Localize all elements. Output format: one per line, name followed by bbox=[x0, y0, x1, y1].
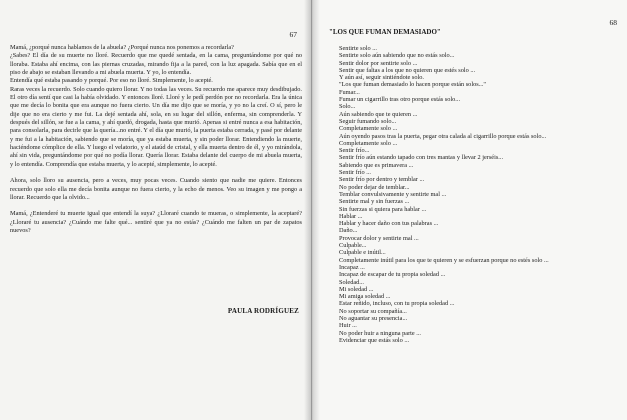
poem-lines bbox=[339, 45, 624, 344]
poem-line: Hablar y hacer daño con tus palabras ... bbox=[339, 220, 439, 228]
paragraph-1: Mamá, ¿porqué nunca hablamos de la abuela? ¿Porqué nunca nos ponemos a recordarla? bbox=[10, 44, 234, 51]
poem-line: Sin fuerzas si quiera para hablar ... bbox=[339, 205, 427, 213]
poem-line: Sentirte solo ... bbox=[339, 45, 377, 52]
poem-line: No poder huir a ninguna parte ... bbox=[339, 329, 422, 337]
poem-line: Completamente inútil para los que te quieren y se esfuerzan porque no estés solo ... bbox=[339, 256, 549, 264]
poem-line: Sentirte mal y sin fuerzas ... bbox=[339, 198, 410, 206]
poem-line: Sabiendo que es primavera ... bbox=[339, 161, 414, 169]
poem-line: Aún sabiendo que te quieren ... bbox=[339, 110, 418, 118]
poem-line: Sentir dolor por sentirte solo ... bbox=[339, 59, 418, 67]
poem-line: No poder dejar de temblar... bbox=[339, 183, 410, 191]
poem-line: Culpable e inútil... bbox=[339, 249, 386, 257]
poem-line: Fumar un cigarrillo tras otro porque estás solo... bbox=[339, 96, 461, 104]
poem-line: Mi amiga soledad ... bbox=[339, 293, 391, 301]
poem-line: Hablar ... bbox=[339, 212, 363, 220]
poem-title: "LOS QUE FUMAN DEMASIADO" bbox=[329, 28, 441, 36]
poem-line: Incapaz ... bbox=[339, 263, 365, 271]
poem-line: Provocar dolor y sentirte mal ... bbox=[339, 234, 419, 242]
poem-line: Soledad... bbox=[339, 278, 365, 286]
poem-line: Huir ... bbox=[339, 322, 357, 330]
poem-line: Fumar... bbox=[339, 88, 360, 96]
poem-line: Sentir frío por dentro y temblar ... bbox=[339, 176, 425, 184]
poem-line: "Los que fuman demasiado lo hacen porque están solos..." bbox=[339, 81, 486, 89]
paragraph-5: Ahora, solo lloro su ausencia, pero a veces, muy pocas veces. Cuando siento que nadie me quiere. Entonces recuerdo que solo ella me decía bonita aunque no fuera cierto, y la echo de menos. Veo su imagen y me pongo a llorar. Recuerdo que la olvido... bbox=[10, 177, 302, 201]
poem-line: Incapaz de escapar de tu propia soledad ... bbox=[339, 271, 446, 279]
poem-line: Sentir frío ... bbox=[339, 169, 372, 177]
poem-line: Mi soledad ... bbox=[339, 285, 374, 293]
poem-line: Culpable... bbox=[339, 242, 367, 250]
poem-line: Completamente solo ... bbox=[339, 139, 398, 147]
poem-line: Daño... bbox=[339, 227, 358, 235]
poem-line: Temblar convulsivamente y sentirte mal ... bbox=[339, 190, 447, 198]
poem-line: Completamente solo ... bbox=[339, 125, 398, 133]
poem-line: Evidenciar que estás solo ... bbox=[339, 336, 410, 344]
left-page-number: 67 bbox=[289, 30, 297, 39]
paragraph-2: ¿Sabes? El día de su muerte no lloré. Recuerdo que me quedé sentada, en la cama, preguntándome por qué no lloraba. Estaba ahí encima, con las piernas cruzadas, mirando fija a la pared, con la luz apagada. Sabía que en el piso de abajo se estaban llevando a mi abuela muerta. Y yo, lo entendía. bbox=[10, 52, 302, 77]
poem-line: No soportar su compañía... bbox=[339, 307, 407, 315]
right-page-number: 68 bbox=[609, 18, 617, 27]
paragraph-6: Mamá, ¿Entenderé tu muerte igual que entendí la suya? ¿Lloraré cuando te mueras, o simplemente, la aceptaré? ¿Lloraré tu ausencia? ¿Cuándo me falte qué... sentiré que ya no estás? ¿Cuándo me falten un par de zapatos nuevos? bbox=[10, 210, 302, 234]
paragraph-3: Entendía qué estaba pasando y porqué. Por eso no lloré. Simplemente, lo acepté. bbox=[10, 77, 213, 85]
poem-line: Solo... bbox=[339, 103, 356, 111]
poem-line: No aguantar su presencia... bbox=[339, 314, 408, 322]
right-page bbox=[312, 0, 627, 420]
poem-line: Estar reñido, incluso, con tu propia soledad ... bbox=[339, 300, 455, 308]
paragraph-4: Raras veces la recuerdo. Solo cuando quiero llorar. Y no todas las veces. Su recuerdo me aparece muy desdibujado. El otro día sentí que casi la había olvidado. Y entonces lloré. Lloré y le pedí perdón por no recordarla. Era la única que me decía lo bonita que era aunque no fuera cierto. Un día me dijo que se moría, y yo no la creí. O sí, pero le dije que no era cierto y me fui. La dejé sentada ahí, sola, en su lugar del sillón, enferma, sin comprenderla. Y después del sillón, se fue a la cama, y ahí quedó, drogada, hasta que murió. Apenas si entré nunca a esa habitación, para consolarla, para decirle que la quería...no entré. Y el día que murió, la puerta estaba cerrada, y pasé por delante y me fui a la habitación, sabiendo que se moría, que ya estaba muerta, y sin poder llorar. Entendiendo la muerte, haciéndome cómplice de ella. Y luego el velatorio, y el ataúd de cristal, y ella muerta dentro de él, y yo mirándola, ahí sin vida, preguntándome por qué no podía llorar. Quería llorar. Estaba delante del cuerpo de mi abuela muerta, y lo entendía. Comprendía que estaba muerta, y lo acepté, simplemente, lo acepté. bbox=[10, 85, 302, 168]
poem-line: Sentir que faltas a los que no quieren que estés solo ... bbox=[339, 66, 476, 74]
poem-line: Seguir fumando solo... bbox=[339, 117, 397, 125]
poem-line: Aún oyendo pasos tras la puerta, pegar otra calada al cigarrillo porque estás solo... bbox=[339, 132, 547, 140]
poem-line: Y aún así, seguir sintiéndote solo. bbox=[339, 74, 424, 82]
left-page bbox=[0, 0, 311, 420]
prose-text bbox=[10, 44, 302, 235]
poem-line: Sentir frío... bbox=[339, 147, 370, 155]
poem-line: Sentirte solo aún sabiendo que no estás solo... bbox=[339, 52, 455, 60]
author-name: PAULA RODRÍGUEZ bbox=[227, 307, 299, 315]
poem-line: Sentir frío aún estando tapado con tres mantas y llevar 2 jerséis... bbox=[339, 154, 504, 162]
